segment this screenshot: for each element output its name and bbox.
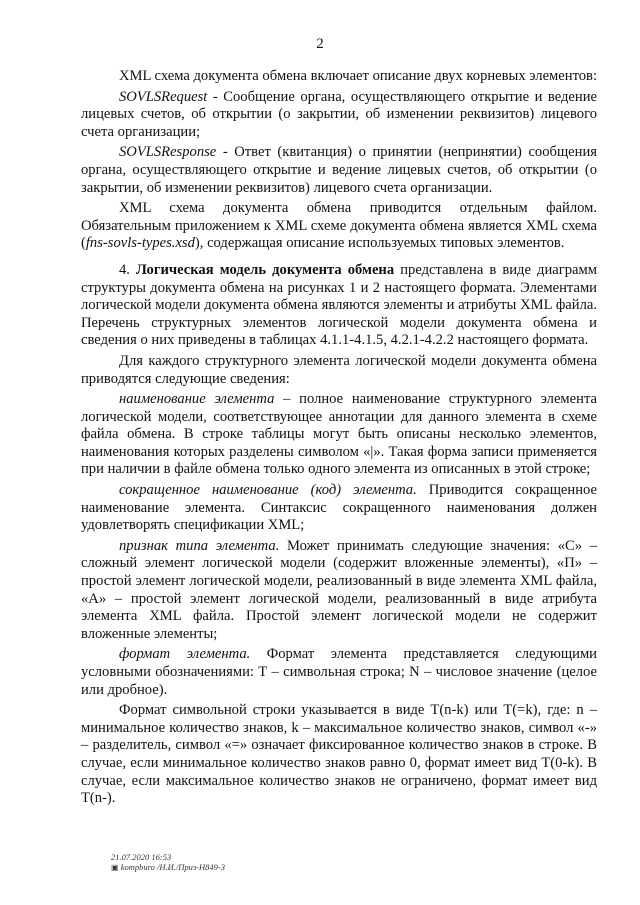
paragraph-xml-schema bbox=[81, 200, 597, 253]
page-number: 2 bbox=[316, 36, 324, 52]
term-type-sign: признак типа элемента. bbox=[119, 537, 280, 554]
sovlsrequest-description: - Сообщение органа, осуществляющего открытие и ведение лицевых счетов, об открытии (о закрытии, об изменении реквизитов) лицевого счета организации; bbox=[81, 88, 597, 140]
xml-schema-text-post: ), содержащая описание используемых типовых элементов. bbox=[194, 235, 565, 252]
file-icon: ▣ bbox=[111, 863, 119, 872]
paragraph-sovlsrequest bbox=[81, 89, 597, 142]
element-name-text: – полное наименование структурного элемента логической модели, соответствующее аннотации для данного элемента в схеме файла обмена. В строке таблицы могут быть описаны несколько элементов, наименования которых разделены символом «|». Такая форма записи применяется при наличии в файле обмена только одного элемента из описанных в этой строке; bbox=[81, 391, 597, 478]
paragraph-type-sign bbox=[81, 538, 597, 644]
footer-path-line bbox=[111, 862, 225, 873]
footer-stamp bbox=[111, 852, 225, 873]
paragraph-string-format: Формат символьной строки указывается в виде T(n-k) или T(=k), где: n – минимальное количество знаков, k – максимальное количество знаков, символ «-» – разделитель, символ «=» означает фиксированное количество знаков в строке. В случае, если минимальное количество знаков равно 0, формат имеет вид T(0-k). В случае, если максимальное количество знаков не ограничено, формат имеет вид T(n-). bbox=[81, 702, 597, 807]
paragraph-short-name bbox=[81, 482, 597, 535]
logical-model-text: представлена в виде диаграмм структуры документа обмена на рисунках 1 и 2 настоящего формата. Элементами логической модели документа обмена являются элементы и атрибуты XML файла. Перечень структурных элементов логической модели документа обмена и сведения о них приведены в таблицах 4.1.1-4.1.5, 4.2.1-4.2.2 настоящего формата. bbox=[81, 261, 597, 349]
short-name-text: Приводится сокращенное наименование элемента. Синтаксис сокращенного наименования должен удовлетворять спецификации XML; bbox=[81, 482, 597, 534]
file-name: fns-sovls-types.xsd bbox=[85, 235, 195, 252]
paragraph-intro: XML схема документа обмена включает описание двух корневых элементов: bbox=[119, 68, 598, 84]
document-body bbox=[81, 68, 597, 808]
paragraph-structure-info: Для каждого структурного элемента логической модели документа обмена приводятся следующие сведения: bbox=[81, 352, 597, 387]
xml-schema-text-pre: XML схема документа обмена приводится отдельным файлом. Обязательным приложением к XML схеме документа обмена является XML схема ( bbox=[81, 200, 597, 252]
footer-date: 21.07.2020 16:53 bbox=[111, 852, 172, 862]
element-format-text: Формат элемента представляется следующими условными обозначениями: Т – символьная строка; N – числовое значение (целое или дробное). bbox=[81, 646, 597, 698]
section-heading: Логическая модель документа обмена bbox=[136, 261, 395, 278]
paragraph-sovlsresponse bbox=[81, 144, 597, 197]
paragraph-element-format bbox=[81, 646, 597, 699]
term-sovlsrequest: SOVLSRequest bbox=[119, 88, 208, 105]
paragraph-logical-model bbox=[81, 262, 597, 350]
term-element-name: наименование элемента bbox=[119, 391, 275, 408]
footer-path: kompburo /Н.И./Приз-Н849-3 bbox=[120, 862, 225, 872]
term-short-name: сокращенное наименование (код) элемента. bbox=[119, 482, 417, 499]
term-sovlsresponse: SOVLSResponse bbox=[119, 144, 217, 161]
type-sign-text: Может принимать следующие значения: «С» – сложный элемент логической модели (содержит вложенные элементы), «П» – простой элемент логической модели, реализованный в виде элемента XML файла, «А» – простой элемент логической модели, реализованный в виде атрибута элемента XML файла. Простой элемент логической модели не содержит вложенные элементы; bbox=[81, 537, 597, 642]
term-element-format: формат элемента. bbox=[119, 646, 251, 663]
section-number: 4. bbox=[119, 261, 137, 278]
sovlsresponse-description: - Ответ (квитанция) о принятии (непринятии) сообщения органа, осуществляющего открытие и ведение лицевых счетов, об открытии (о закрытии, об изменении реквизитов) лицевого счета организации. bbox=[81, 144, 597, 196]
paragraph-element-name bbox=[81, 391, 597, 479]
